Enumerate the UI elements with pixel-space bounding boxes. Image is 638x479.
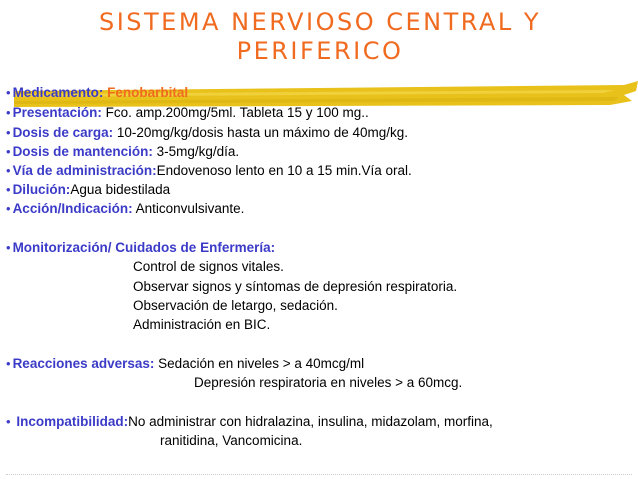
value-medicamento: Fenobarbital [107,85,189,100]
label-presentacion: Presentación: [12,105,102,120]
value-dosis-carga: 10-20mg/kg/dosis hasta un máximo de 40mg/kg. [116,125,409,140]
label-dosis-mantencion: Dosis de mantención: [12,144,153,159]
bullet: • [6,144,11,159]
bullet: • [6,414,11,429]
bullet: • [6,201,11,216]
label-accion: Acción/Indicación: [12,201,133,216]
row-via-administracion [6,162,412,179]
row-monitorizacion [6,239,275,256]
row-dosis-carga [6,124,408,141]
row-dilucion [6,181,170,198]
monitoring-item: Control de signos vitales. [133,259,284,274]
bullet: • [6,182,11,197]
slide-title [70,8,570,66]
value-presentacion: Fco. amp.200mg/5ml. Tableta 15 y 100 mg.. [105,105,369,120]
label-via-administracion: Vía de administración: [12,163,157,178]
row-presentacion [6,104,369,121]
label-medicamento: Medicamento: [12,85,104,100]
bullet: • [6,125,11,140]
value-via-administracion: Endovenoso lento en 10 a 15 min.Vía oral. [156,163,412,178]
label-reacciones: Reacciones adversas: [12,356,155,371]
row-incompatibilidad [6,413,493,430]
row-medicamento [6,84,188,101]
value-dilucion: Agua bidestilada [70,182,171,197]
row-reacciones [6,355,364,372]
label-monitorizacion: Monitorización/ Cuidados de Enfermería: [12,240,276,255]
monitoring-item: Observar signos y síntomas de depresión respiratoria. [133,279,458,294]
adverse-item: Depresión respiratoria en niveles > a 60mcg. [194,375,463,390]
title-line-1: SISTEMA NERVIOSO CENTRAL Y [98,8,542,36]
bullet: • [6,105,11,120]
incompat-item: No administrar con hidralazina, insulina, midazolam, morfina, [128,414,493,429]
bullet: • [6,240,11,255]
footer-divider [6,474,632,476]
monitoring-item: Administración en BIC. [133,317,271,332]
incompat-item: ranitidina, Vancomicina. [160,433,303,448]
title-line-2: PERIFERICO [236,37,404,65]
label-dilucion: Dilución: [12,182,71,197]
row-accion [6,200,244,217]
row-dosis-mantencion [6,143,239,160]
value-accion: Anticonvulsivante. [135,201,245,216]
adverse-item: Sedación en niveles > a 40mcg/ml [158,356,365,371]
bullet: • [6,356,11,371]
label-incompatibilidad: Incompatibilidad: [16,414,129,429]
bullet: • [6,163,11,178]
value-dosis-mantencion: 3-5mg/kg/día. [156,144,240,159]
bullet: • [6,85,11,100]
label-dosis-carga: Dosis de carga: [12,125,114,140]
monitoring-item: Observación de letargo, sedación. [133,298,338,313]
